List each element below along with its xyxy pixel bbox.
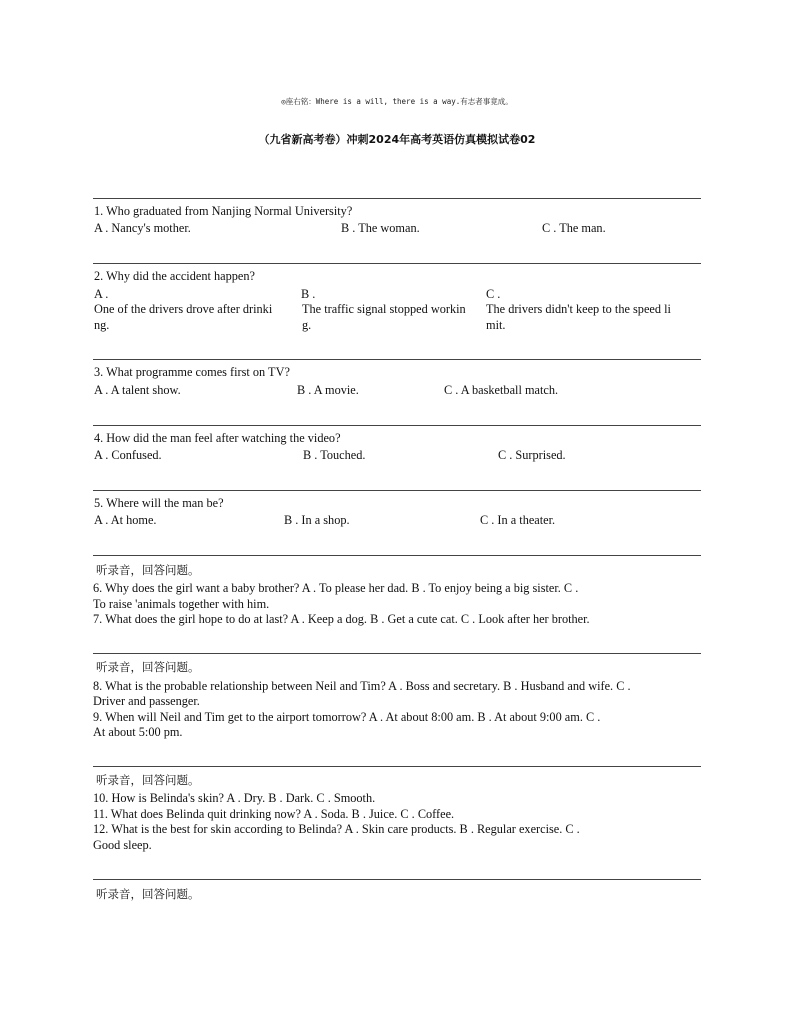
question-5-option-a: A . At home. bbox=[94, 513, 157, 527]
question-4-option-b: B . Touched. bbox=[303, 448, 366, 462]
divider bbox=[93, 490, 701, 491]
section-heading: 听录音，回答问题。 bbox=[96, 660, 200, 674]
question-4-stem: 4. How did the man feel after watching the video? bbox=[94, 431, 341, 445]
question-line: 6. Why does the girl want a baby brother? A . To please her dad. B . To enjoy being a big sister. C . bbox=[93, 581, 579, 595]
question-line: To raise 'animals together with him. bbox=[93, 597, 270, 611]
question-2-option-c-text-cont: mit. bbox=[486, 318, 506, 332]
section-heading: 听录音，回答问题。 bbox=[96, 887, 200, 901]
question-line: 11. What does Belinda quit drinking now? A . Soda. B . Juice. C . Coffee. bbox=[93, 807, 455, 821]
divider bbox=[93, 425, 701, 426]
question-3-option-a: A . A talent show. bbox=[94, 383, 181, 397]
page-title: （九省新高考卷）冲刺2024年高考英语仿真模拟试卷02 bbox=[258, 133, 536, 146]
question-3-option-b: B . A movie. bbox=[297, 383, 359, 397]
motto: ◎座右铭：Where is a will, there is a way.有志者事竟成。 bbox=[281, 97, 513, 106]
question-2-option-b-letter: B . bbox=[301, 287, 316, 301]
question-line: Driver and passenger. bbox=[93, 694, 200, 708]
question-2-option-a-letter: A . bbox=[94, 287, 109, 301]
question-1-option-a: A . Nancy's mother. bbox=[94, 221, 191, 235]
question-2-option-c-letter: C . bbox=[486, 287, 501, 301]
question-2-stem: 2. Why did the accident happen? bbox=[94, 269, 255, 283]
question-5-stem: 5. Where will the man be? bbox=[94, 496, 224, 510]
divider bbox=[93, 263, 701, 264]
question-line: 9. When will Neil and Tim get to the airport tomorrow? A . At about 8:00 am. B . At about 9:00 am. C . bbox=[93, 710, 601, 724]
question-5-option-c: C . In a theater. bbox=[480, 513, 556, 527]
question-line: 12. What is the best for skin according to Belinda? A . Skin care products. B . Regular exercise. C . bbox=[93, 822, 580, 836]
question-4-option-a: A . Confused. bbox=[94, 448, 162, 462]
question-2-option-a-text-cont: ng. bbox=[94, 318, 110, 332]
divider bbox=[93, 766, 701, 767]
question-4-option-c: C . Surprised. bbox=[498, 448, 566, 462]
divider bbox=[93, 359, 701, 360]
question-2-option-b-text: The traffic signal stopped workin bbox=[302, 302, 466, 316]
question-3-stem: 3. What programme comes first on TV? bbox=[94, 365, 290, 379]
section-heading: 听录音，回答问题。 bbox=[96, 773, 200, 787]
divider bbox=[93, 555, 701, 556]
question-1-option-b: B . The woman. bbox=[341, 221, 420, 235]
question-2-option-b-text-cont: g. bbox=[302, 318, 312, 332]
question-2-option-c-text: The drivers didn't keep to the speed li bbox=[486, 302, 671, 316]
question-3-option-c: C . A basketball match. bbox=[444, 383, 559, 397]
question-line: Good sleep. bbox=[93, 838, 152, 852]
question-line: 8. What is the probable relationship between Neil and Tim? A . Boss and secretary. B . Husband and wife. C . bbox=[93, 679, 631, 693]
question-1-stem: 1. Who graduated from Nanjing Normal University? bbox=[94, 204, 353, 218]
question-1-option-c: C . The man. bbox=[542, 221, 606, 235]
question-line: At about 5:00 pm. bbox=[93, 725, 183, 739]
section-heading: 听录音，回答问题。 bbox=[96, 563, 200, 577]
divider bbox=[93, 198, 701, 199]
divider bbox=[93, 879, 701, 880]
question-line: 7. What does the girl hope to do at last? A . Keep a dog. B . Get a cute cat. C . Look after her brother. bbox=[93, 612, 590, 626]
question-2-option-a-text: One of the drivers drove after drinki bbox=[94, 302, 273, 316]
question-5-option-b: B . In a shop. bbox=[284, 513, 350, 527]
divider bbox=[93, 653, 701, 654]
question-line: 10. How is Belinda's skin? A . Dry. B . Dark. C . Smooth. bbox=[93, 791, 376, 805]
